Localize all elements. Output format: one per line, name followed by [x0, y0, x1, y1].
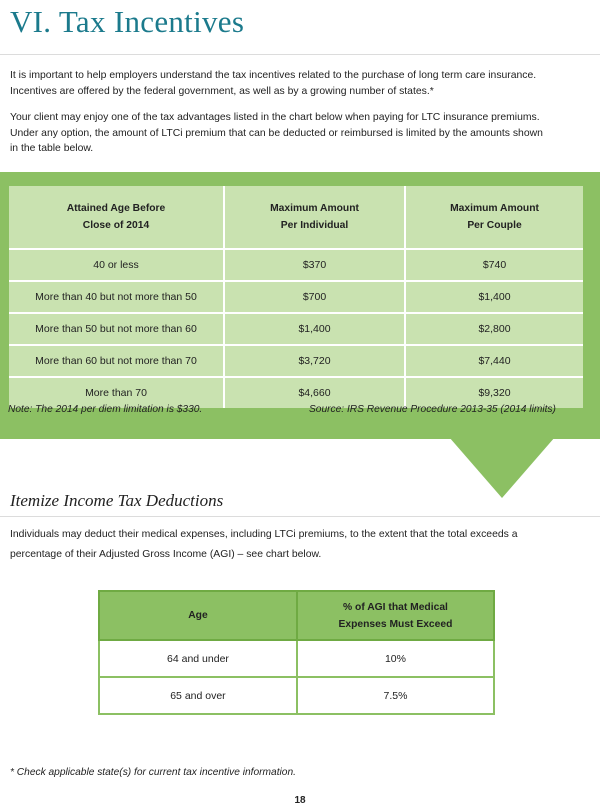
per-diem-note: Note: The 2014 per diem limitation is $330. [8, 404, 203, 415]
header-agi-percent-line1: % of AGI that Medical [343, 601, 448, 613]
age-cell: More than 40 but not more than 50 [9, 282, 225, 314]
table-row [99, 640, 494, 677]
age-cell: 40 or less [9, 250, 225, 282]
individual-amount-cell: $1,400 [225, 314, 406, 346]
table-row [9, 250, 583, 282]
agi-percent-cell: 10% [297, 640, 494, 677]
header-attained-age-line2: Close of 2014 [82, 220, 150, 231]
agi-percent-cell: 7.5% [297, 677, 494, 714]
intro-paragraph-1 [10, 68, 590, 99]
header-max-individual-line2: Per Individual [280, 220, 349, 231]
table-row [9, 314, 583, 346]
itemize-paragraph [10, 525, 590, 565]
individual-amount-cell: $3,720 [225, 346, 406, 378]
intro-p1-line1: It is important to help employers understand the tax incentives related to the purchase of long term care insurance. [10, 70, 537, 81]
green-band-arrow [449, 437, 555, 498]
intro-p1-line2: Incentives are offered by the federal government, as well as by a growing number of states.* [10, 85, 434, 97]
header-max-couple-line1: Maximum Amount [450, 203, 539, 214]
intro-paragraph-2 [10, 110, 590, 157]
individual-amount-cell: $700 [225, 282, 406, 314]
itemize-divider [0, 516, 600, 517]
header-max-couple-line2: Per Couple [467, 220, 522, 231]
itemize-text-line1: Individuals may deduct their medical expenses, including LTCi premiums, to the extent that the total exceeds a [10, 529, 518, 540]
intro-p2-line2: Under any option, the amount of LTCi premium that can be deducted or reimbursed is limited by the amounts shown [10, 127, 543, 139]
header-agi-percent [297, 591, 494, 640]
intro-p2-line3: in the table below. [10, 143, 94, 154]
age-cell: More than 70 [9, 378, 225, 408]
age-cell: 64 and under [99, 640, 297, 677]
table-row [9, 282, 583, 314]
individual-amount-cell: $4,660 [225, 378, 406, 408]
title-divider [0, 54, 600, 55]
limits-header-row [9, 186, 583, 250]
header-attained-age-line1: Attained Age Before [66, 203, 166, 214]
header-max-individual [225, 186, 406, 250]
page-title: VI. Tax Incentives [10, 4, 245, 39]
couple-amount-cell: $9,320 [406, 378, 583, 408]
header-max-couple [406, 186, 583, 250]
individual-amount-cell: $370 [225, 250, 406, 282]
table-row [9, 346, 583, 378]
couple-amount-cell: $2,800 [406, 314, 583, 346]
table-row [99, 677, 494, 714]
header-agi-percent-line2: Expenses Must Exceed [338, 618, 453, 630]
couple-amount-cell: $7,440 [406, 346, 583, 378]
intro-p2-line1: Your client may enjoy one of the tax advantages listed in the chart below when paying for LTC insurance premiums. [10, 112, 540, 123]
agi-table [98, 590, 495, 715]
footnote: * Check applicable state(s) for current tax incentive information. [10, 767, 296, 778]
age-cell: More than 50 but not more than 60 [9, 314, 225, 346]
page-number: 18 [294, 795, 306, 806]
premium-limits-table [9, 186, 583, 408]
age-cell: 65 and over [99, 677, 297, 714]
header-attained-age [9, 186, 225, 250]
header-max-individual-line1: Maximum Amount [270, 203, 359, 214]
source-note: Source: IRS Revenue Procedure 2013-35 (2014 limits) [309, 404, 556, 415]
agi-header-row [99, 591, 494, 640]
header-age: Age [99, 591, 297, 640]
couple-amount-cell: $1,400 [406, 282, 583, 314]
itemize-text-line2: percentage of their Adjusted Gross Income (AGI) – see chart below. [10, 549, 322, 560]
itemize-heading: Itemize Income Tax Deductions [10, 491, 224, 510]
age-cell: More than 60 but not more than 70 [9, 346, 225, 378]
couple-amount-cell: $740 [406, 250, 583, 282]
